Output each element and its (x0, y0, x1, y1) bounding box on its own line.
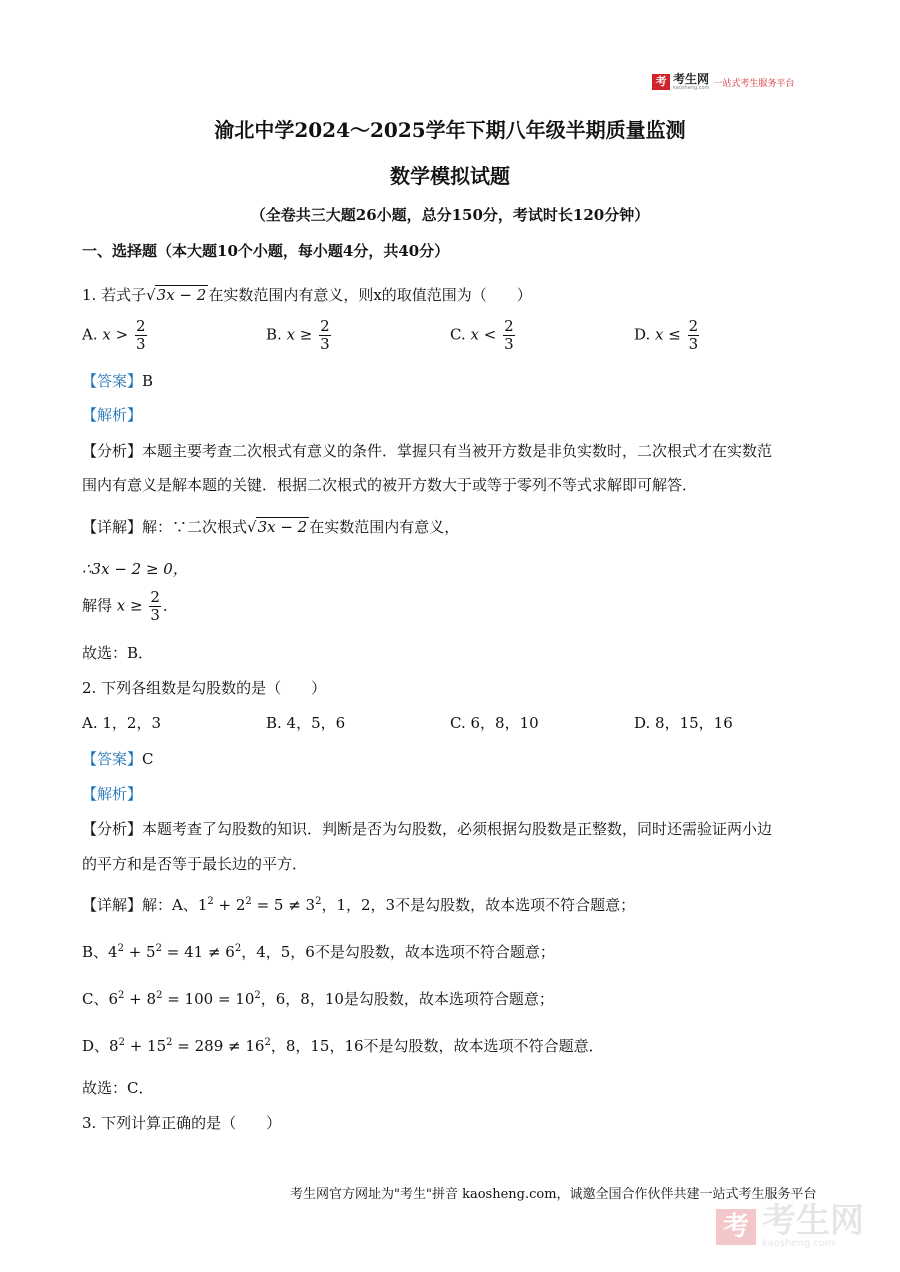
brand-logo (652, 73, 794, 91)
fraction (688, 318, 700, 353)
q2-option-b: B. 4，5，6 (266, 714, 346, 732)
q2-fenxi-line1: 【分析】本题考查了勾股数的知识．判断是否为勾股数，必须根据勾股数是正整数，同时还需验证两小边 (82, 820, 773, 838)
fraction-den: 3 (504, 335, 514, 353)
step2-post: ． (162, 596, 178, 615)
option-relation: x < (470, 325, 497, 344)
fraction-num: 2 (504, 317, 514, 335)
q1-step2 (82, 589, 178, 624)
detail-pre: B、 (82, 943, 109, 961)
equation: $4^2 + 5^2 = 41 \ne 6^2$ (108, 943, 242, 961)
watermark-logo-icon: 考 (716, 1209, 756, 1245)
exam-subtitle: 数学模拟试题 (390, 164, 510, 188)
detail-pre: 【详解】解：A、 (82, 896, 198, 914)
detail-post: ，8，15，16不是勾股数，故本选项不符合题意． (270, 1037, 604, 1055)
fraction-den: 3 (688, 335, 699, 353)
option-label: D. (634, 325, 651, 344)
q1-radicand: 3x − 2 (156, 286, 207, 304)
brand-slogan: 一站式考生服务平台 (713, 78, 795, 89)
fraction (503, 318, 515, 353)
watermark-name: 考生网 (762, 1201, 864, 1241)
step2-relation: x ≥ (116, 596, 143, 615)
q2-detail-c (82, 988, 554, 1009)
q1-option-a (82, 318, 149, 353)
q2-analysis-label: 【解析】 (82, 785, 143, 803)
answer-value: B (142, 372, 154, 390)
fraction-den: 3 (135, 335, 146, 353)
detail-pre: C、 (82, 990, 109, 1008)
q1-option-d (634, 318, 701, 353)
equation: $6^2 + 8^2 = 100 = 10^2$ (108, 990, 261, 1008)
detail-post: ，1，2，3不是勾股数，故本选项不符合题意； (321, 896, 636, 914)
option-label: C. (450, 325, 466, 344)
footer-text: 考生网官方网址为"考生"拼音 kaosheng.com，诚邀全国合作伙伴共建一站式考生服务平台 (290, 1187, 817, 1202)
q2-detail-a (82, 894, 635, 915)
answer-value: C (142, 750, 154, 768)
brand-name: 考生网 (673, 72, 710, 86)
q1-step1: ∴3x − 2 ≥ 0， (82, 560, 188, 578)
fraction-num: 2 (688, 317, 699, 335)
brand-domain: kaosheng.com (673, 85, 710, 91)
q1-stem (82, 284, 532, 305)
q2-detail-b (82, 941, 555, 962)
detail-pre: 【详解】解：∵二次根式 (82, 518, 248, 536)
detail-pre: D、 (82, 1037, 110, 1055)
detail-radicand: 3x − 2 (257, 518, 308, 536)
detail-post: 在实数范围内有意义， (309, 518, 460, 536)
option-label: B. (266, 325, 282, 344)
q1-option-c (450, 318, 517, 353)
q2-fenxi-line2: 的平方和是否等于最长边的平方． (82, 855, 308, 873)
sqrt-icon: √ (247, 518, 257, 536)
detail-post: ，6，8，10是勾股数，故本选项符合题意； (260, 990, 554, 1008)
q1-fenxi-line2: 围内有意义是解本题的关键．根据二次根式的被开方数大于或等于零列不等式求解即可解答． (82, 476, 698, 494)
answer-label: 【答案】 (82, 372, 143, 390)
q1-fenxi-line1: 【分析】本题主要考查二次根式有意义的条件．掌握只有当被开方数是非负实数时，二次根式才在实数范 (82, 442, 773, 460)
watermark-domain: kaosheng.com (762, 1238, 835, 1249)
option-relation: x > (102, 325, 129, 344)
equation: $8^2 + 15^2 = 289 \ne 16^2$ (109, 1037, 271, 1055)
section-heading: 一、选择题（本大题10个小题，每小题4分，共40分） (82, 242, 450, 260)
fraction (149, 589, 161, 624)
q2-option-c: C. 6，8，10 (450, 714, 539, 732)
watermark (716, 1201, 864, 1249)
fraction (319, 318, 331, 353)
brand-logo-icon: 考 (652, 74, 670, 90)
q1-choice: 故选：B． (82, 644, 154, 662)
fraction (135, 318, 147, 353)
option-relation: x ≥ (286, 325, 313, 344)
detail-post: ，4，5，6不是勾股数，故本选项不符合题意； (241, 943, 555, 961)
fraction-den: 3 (150, 606, 160, 624)
q1-detail (82, 516, 459, 537)
fraction-num: 2 (150, 588, 160, 606)
fraction-den: 3 (320, 335, 330, 353)
q2-detail-d (82, 1035, 604, 1056)
q2-choice: 故选：C． (82, 1079, 154, 1097)
equation: $1^2 + 2^2 = 5 \ne 3^2$ (197, 896, 322, 914)
q2-option-a: A. 1，2，3 (82, 714, 161, 732)
fraction-num: 2 (135, 317, 146, 335)
exam-title: 渝北中学2024～2025学年下期八年级半期质量监测 (214, 118, 686, 142)
q1-answer (82, 370, 153, 391)
option-relation: x ≤ (655, 325, 681, 344)
option-label: A. (82, 325, 98, 344)
sqrt-icon: √ (146, 286, 156, 304)
answer-label: 【答案】 (82, 750, 143, 768)
q2-answer (82, 748, 154, 769)
q2-option-d: D. 8，15，16 (634, 714, 733, 732)
q1-analysis-label: 【解析】 (82, 406, 143, 424)
fraction-num: 2 (320, 317, 330, 335)
q2-stem: 2. 下列各组数是勾股数的是（ ） (82, 679, 327, 697)
q3-stem: 3. 下列计算正确的是（ ） (82, 1114, 282, 1132)
exam-info: （全卷共三大题26小题，总分150分，考试时长120分钟） (250, 206, 650, 224)
q1-stem-pre: 1. 若式子 (82, 286, 147, 304)
q1-option-b (266, 318, 333, 353)
step2-pre: 解得 (82, 596, 113, 615)
q1-stem-post: 在实数范围内有意义，则x的取值范围为（ ） (208, 286, 532, 304)
